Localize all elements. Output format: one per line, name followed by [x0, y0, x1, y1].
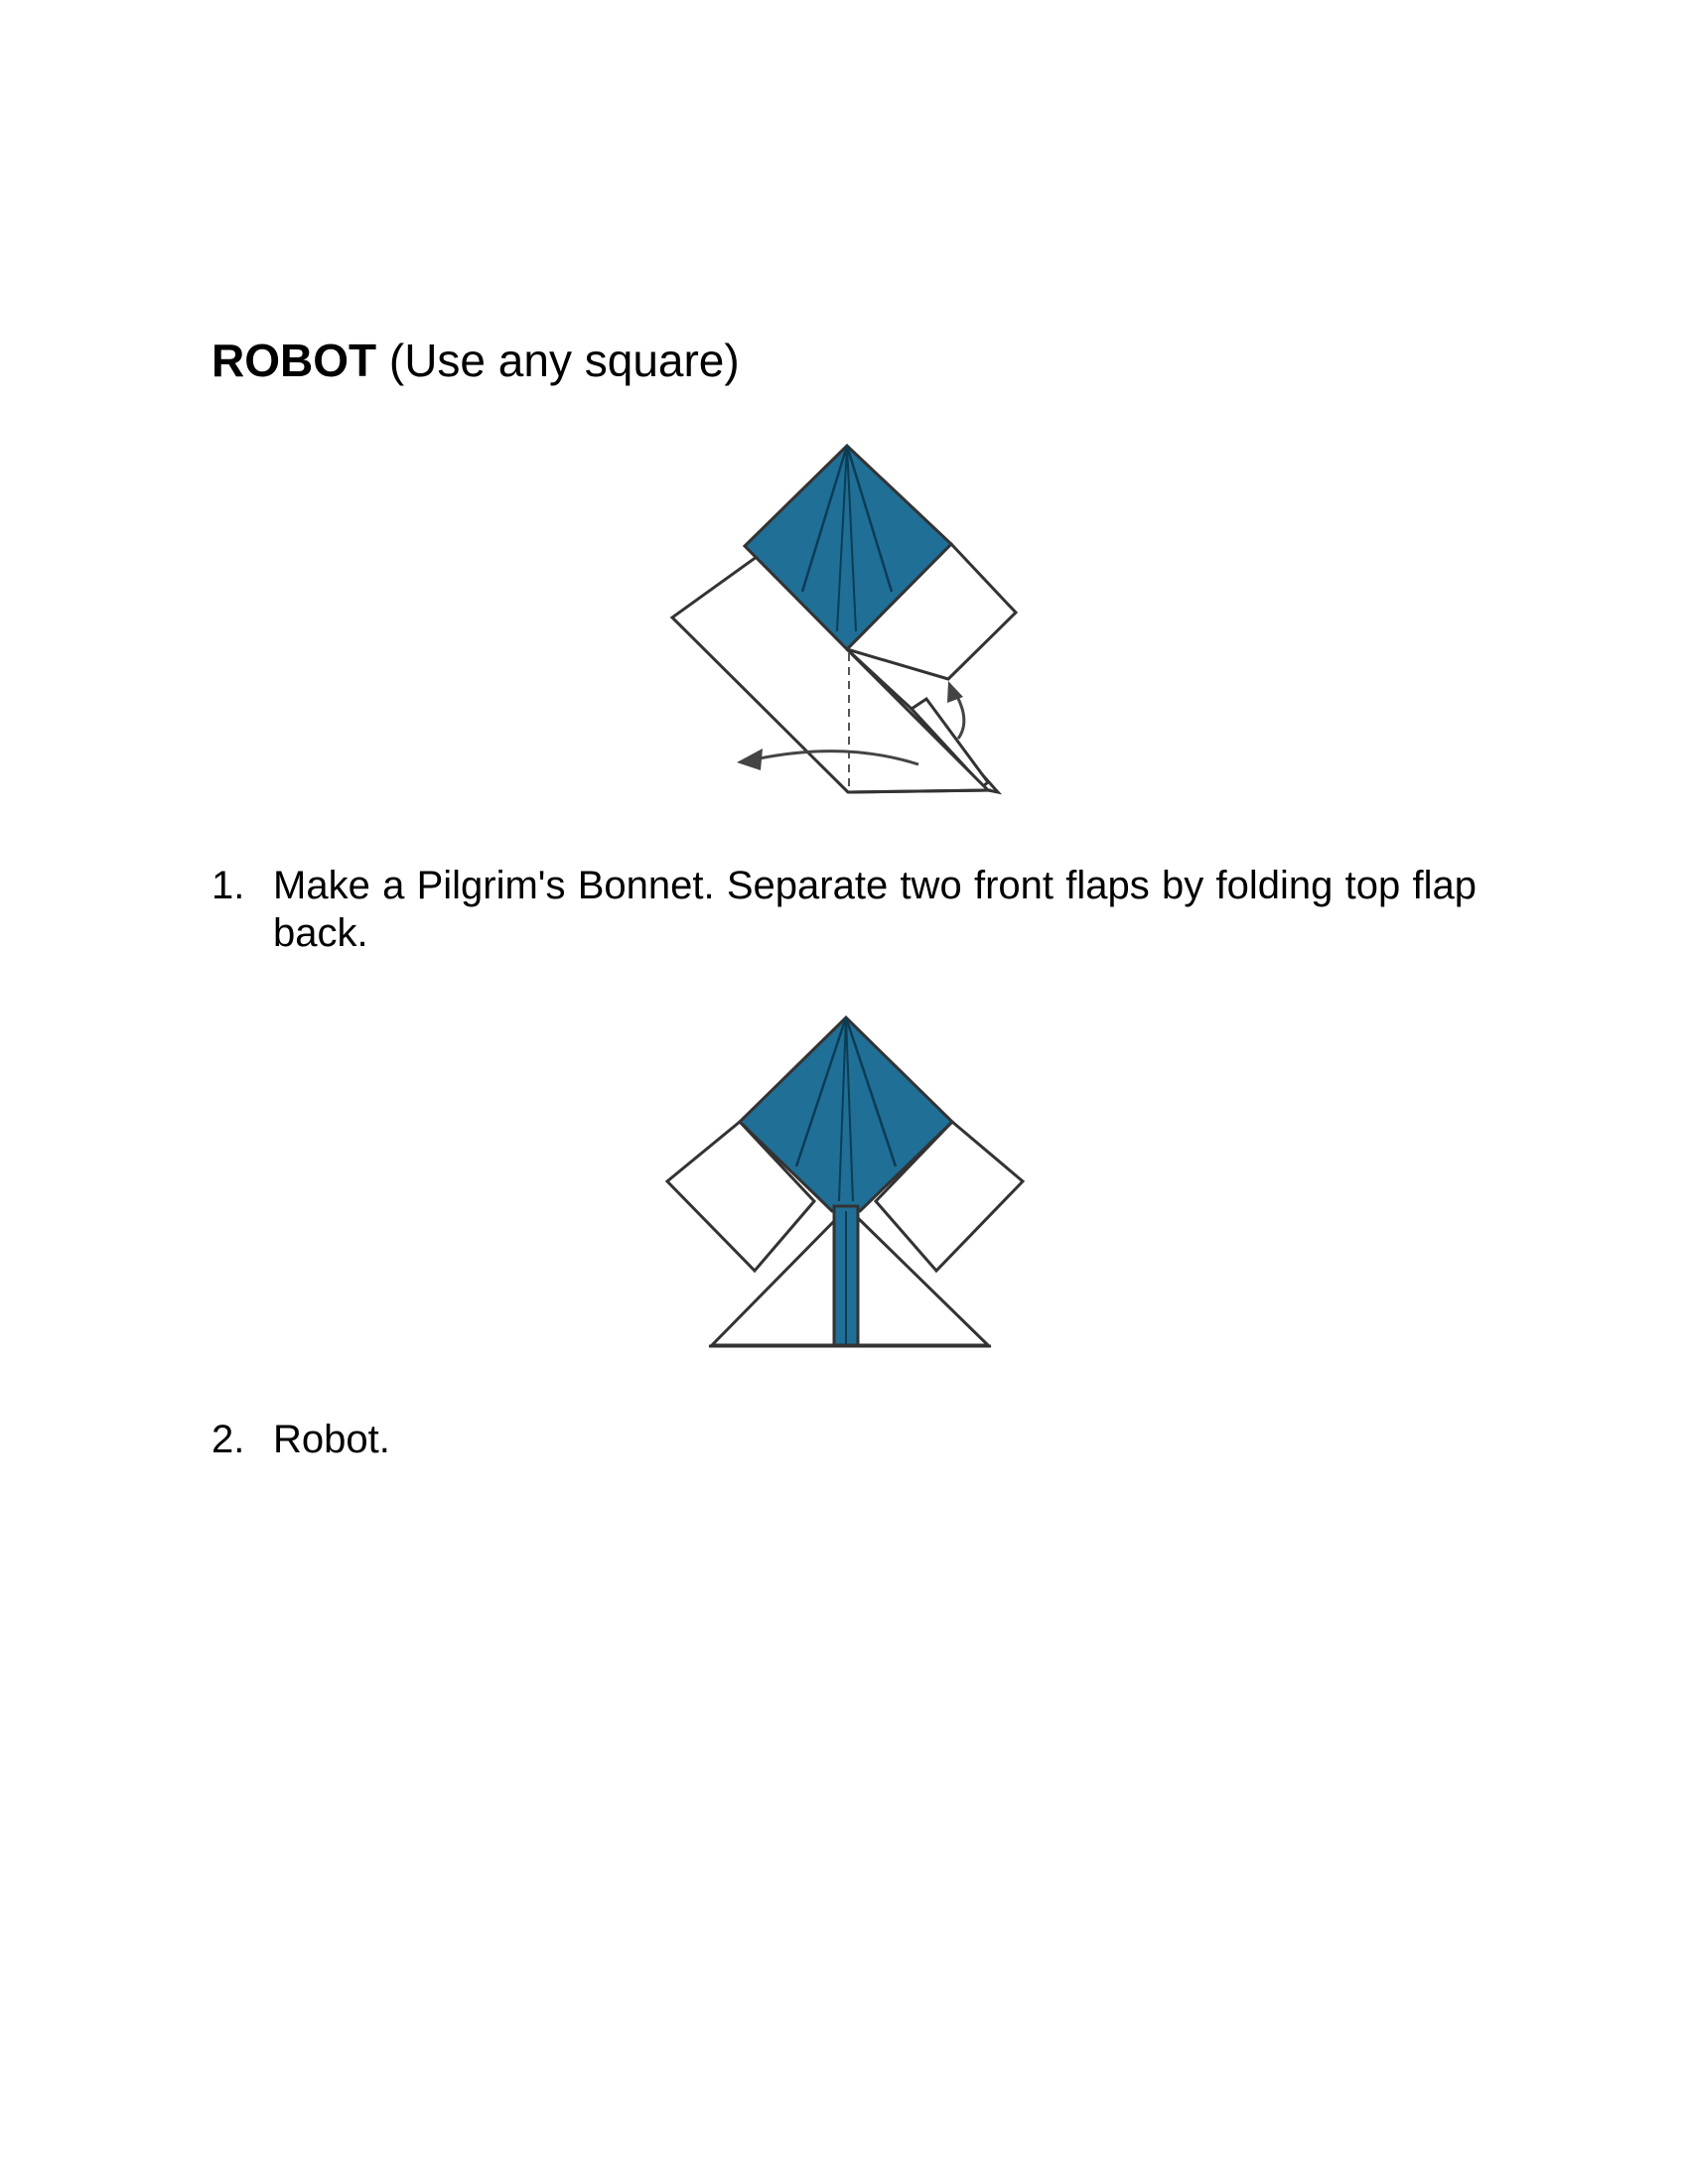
step-1-instruction: Make a Pilgrim's Bonnet. Separate two front flaps by folding top flap back.	[273, 864, 1477, 955]
step-1-text	[211, 862, 1477, 957]
arrow-head-up-icon	[947, 681, 963, 703]
title-subtitle: (Use any square)	[376, 335, 740, 386]
step-1-number: 1.	[211, 864, 245, 907]
title-bold: ROBOT	[211, 335, 377, 386]
step-2-diagram	[645, 1003, 1043, 1370]
step-1-diagram	[645, 433, 1043, 800]
step-2-instruction: Robot.	[273, 1418, 390, 1461]
small-fold-arrow	[955, 693, 964, 739]
pilgrims-bonnet-fold-icon	[645, 433, 1043, 800]
step-2-number: 2.	[211, 1418, 245, 1461]
step-2-text	[211, 1416, 390, 1463]
robot-finished-icon	[645, 1003, 1043, 1370]
arrow-head-left-icon	[737, 749, 763, 770]
page-title	[211, 334, 740, 388]
